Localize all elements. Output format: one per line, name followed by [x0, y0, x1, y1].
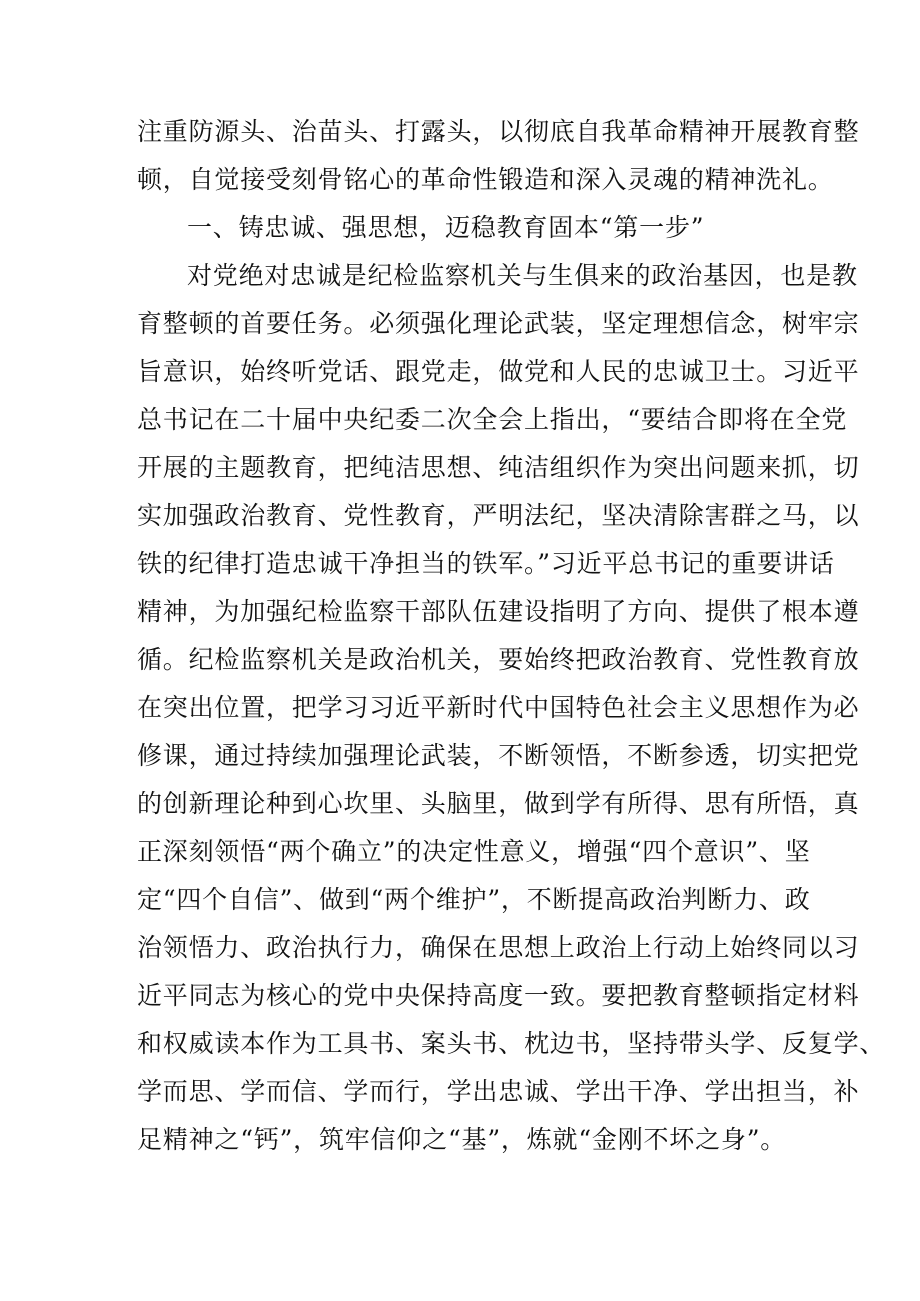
text-line: 定“四个自信”、做到“两个维护”，不断提高政治判断力、政 — [137, 885, 811, 914]
text-line: 足精神之“钙”，筑牢信仰之“基”，炼就“金刚不坏之身”。 — [137, 1125, 787, 1154]
text-line: 近平同志为核心的党中央保持高度一致。要把教育整顿指定材料 — [137, 981, 860, 1010]
text-line: 铁的纪律打造忠诚干净担当的铁军。”习近平总书记的重要讲话 — [137, 549, 835, 578]
text-line: 育整顿的首要任务。必须强化理论武装，坚定理想信念，树牢宗 — [137, 309, 860, 338]
text-line: 精神，为加强纪检监察干部队伍建设指明了方向、提供了根本遵 — [137, 597, 860, 626]
text-line: 注重防源头、治苗头、打露头，以彻底自我革命精神开展教育整 — [137, 117, 860, 146]
text-line: 治领悟力、政治执行力，确保在思想上政治上行动上始终同以习 — [137, 933, 860, 962]
text-line: 修课，通过持续加强理论武装，不断领悟，不断参透，切实把党 — [137, 741, 860, 770]
text-line: 开展的主题教育，把纯洁思想、纯洁组织作为突出问题来抓，切 — [137, 453, 860, 482]
text-line: 循。纪检监察机关是政治机关，要始终把政治教育、党性教育放 — [137, 645, 860, 674]
text-line: 正深刻领悟“两个确立”的决定性意义，增强“四个意识”、坚 — [137, 837, 811, 866]
text-line: 旨意识，始终听党话、跟党走，做党和人民的忠诚卫士。习近平 — [137, 357, 860, 386]
text-line: 顿，自觉接受刻骨铭心的革命性锻造和深入灵魂的精神洗礼。 — [137, 165, 834, 194]
text-line: 实加强政治教育、党性教育，严明法纪，坚决清除害群之马，以 — [137, 501, 860, 530]
text-line: 在突出位置，把学习习近平新时代中国特色社会主义思想作为必 — [137, 693, 860, 722]
text-line: 对党绝对忠诚是纪检监察机关与生俱来的政治基因，也是教 — [187, 261, 858, 290]
text-line: 学而思、学而信、学而行，学出忠诚、学出干净、学出担当，补 — [137, 1077, 860, 1106]
section-heading: 一、铸忠诚、强思想，迈稳教育固本“第一步” — [187, 213, 705, 242]
text-line: 的创新理论种到心坎里、头脑里，做到学有所得、思有所悟，真 — [137, 789, 860, 818]
text-line: 和权威读本作为工具书、案头书、枕边书，坚持带头学、反复学、 — [137, 1029, 886, 1058]
text-line: 总书记在二十届中央纪委二次全会上指出，“要结合即将在全党 — [137, 405, 848, 434]
